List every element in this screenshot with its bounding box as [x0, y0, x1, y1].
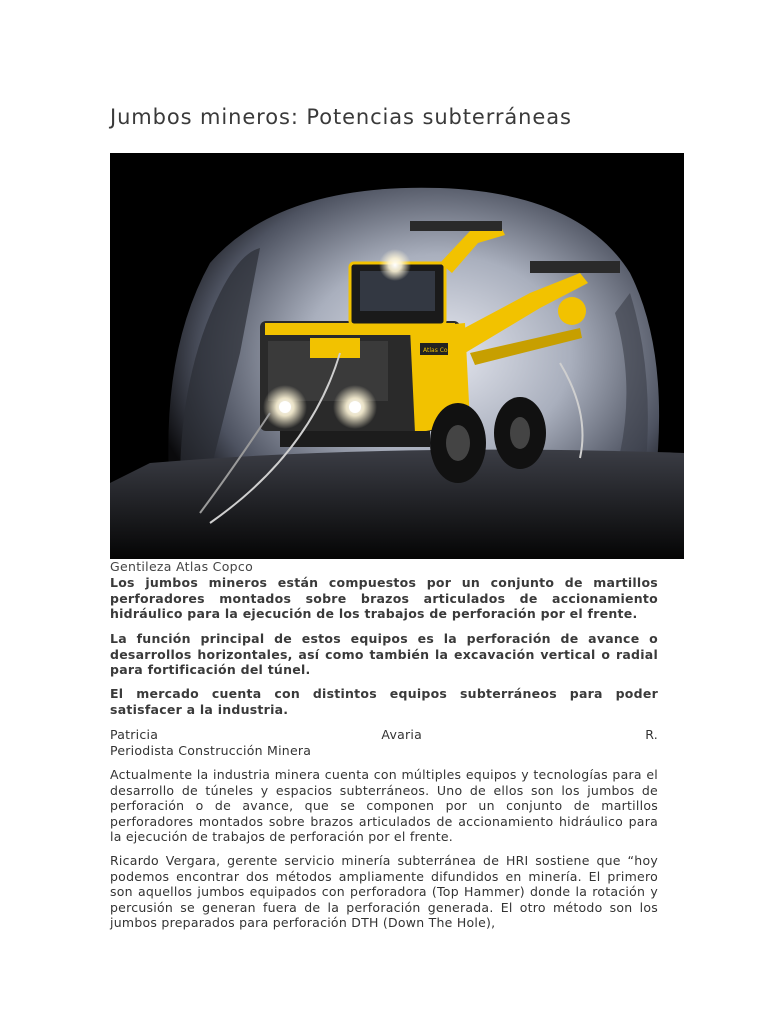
- photo-brand-label: Atlas Copco: [423, 347, 459, 354]
- lead-paragraph-3: El mercado cuenta con distintos equipos subterráneos para poder satisfacer a la industria.: [110, 686, 658, 717]
- lead-paragraph-2: La función principal de estos equipos es la perforación de avance o desarrollos horizontales, así como también la excavación vertical o radial para fortificación del túnel.: [110, 631, 658, 678]
- author-initial: R.: [645, 727, 658, 742]
- author-name-line: [110, 727, 658, 743]
- lead-paragraph-1: Los jumbos mineros están compuestos por un conjunto de martillos perforadores montados sobre brazos articulados de accionamiento hidráulico para la ejecución de los trabajos de perforación por el frente.: [110, 575, 658, 622]
- author-role: Periodista Construcción Minera: [110, 742, 312, 758]
- body-paragraph-1: Actualmente la industria minera cuenta con múltiples equipos y tecnologías para el desarrollo de túneles y espacios subterráneos. Uno de ellos son los jumbos de perforación o de avance, que se componen por un conjunto de martillos perforadores montados sobre brazos articulados de accionamiento hidráulico para la ejecución de trabajos de perforación por el frente.: [110, 767, 658, 845]
- article-title: Jumbos mineros: Potencias subterráneas: [110, 105, 572, 129]
- author-block: [110, 727, 658, 758]
- mining-jumbo-photo: [110, 153, 684, 559]
- author-last-name: Avaria: [381, 727, 423, 742]
- body-paragraph-2: Ricardo Vergara, gerente servicio minería subterránea de HRI sostiene que “hoy podemos encontrar dos métodos ampliamente difundidos en minería. El primero son aquellos jumbos equipados con perforadora (Top Hammer) donde la rotación y percusión se generan fuera de la perforación generada. El otro método son los jumbos preparados para perforación DTH (Down The Hole),: [110, 853, 658, 931]
- photo-caption: Gentileza Atlas Copco: [110, 559, 254, 574]
- author-first-name: Patricia: [110, 727, 159, 742]
